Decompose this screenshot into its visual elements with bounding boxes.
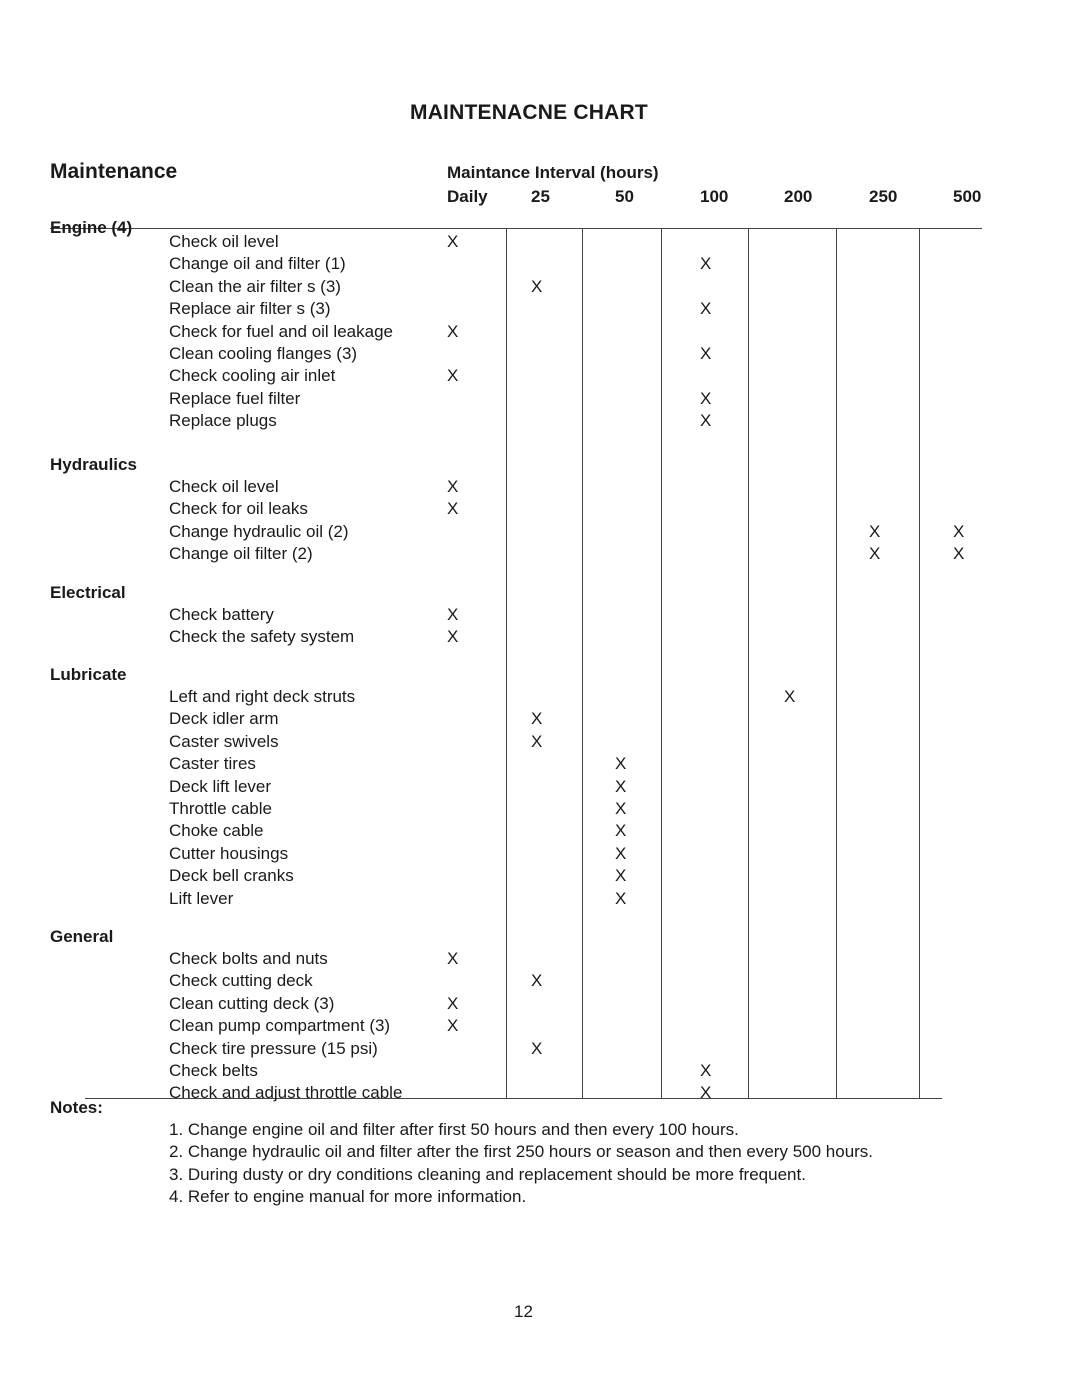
note-item: 2. Change hydraulic oil and filter after the first 250 hours or season and then every 500 hours. <box>169 1142 874 1162</box>
note-item: 1. Change engine oil and filter after first 50 hours and then every 100 hours. <box>169 1120 739 1139</box>
task-label: Change hydraulic oil (2) <box>169 521 349 541</box>
task-label: Check oil level <box>169 477 279 496</box>
task-label: Replace air filter s (3) <box>169 299 331 319</box>
interval-mark: X <box>615 888 627 908</box>
page-title: MAINTENACNE CHART <box>410 101 648 124</box>
column-divider <box>919 228 920 1098</box>
task-label: Left and right deck struts <box>169 687 356 706</box>
task-label: Caster tires <box>169 754 256 774</box>
interval-mark: X <box>615 754 627 774</box>
task-label: Check for fuel and oil leakage <box>169 321 393 341</box>
column-divider <box>506 228 507 1098</box>
task-label: Change oil filter (2) <box>169 544 313 564</box>
note-item: 3. During dusty or dry conditions cleaning and replacement should be more frequent. <box>169 1164 806 1184</box>
interval-mark: X <box>953 544 965 564</box>
interval-mark: X <box>615 866 627 886</box>
interval-mark: X <box>953 521 965 541</box>
task-label: Clean the air filter s (3) <box>169 276 341 296</box>
column-header-500: 500 <box>953 187 982 206</box>
interval-mark: X <box>447 321 459 341</box>
interval-mark: X <box>869 544 881 564</box>
task-label: Check for oil leaks <box>169 499 308 519</box>
task-label: Check the safety system <box>169 627 355 647</box>
task-label: Check cutting deck <box>169 971 313 991</box>
section-heading: Electrical <box>50 583 126 602</box>
interval-mark: X <box>447 627 459 647</box>
column-header-25: 25 <box>531 187 550 206</box>
interval-mark: X <box>784 687 796 706</box>
column-header-250: 250 <box>869 187 898 206</box>
column-divider <box>836 228 837 1098</box>
interval-mark: X <box>531 1038 543 1058</box>
interval-mark: X <box>615 821 627 841</box>
task-label: Lift lever <box>169 888 234 908</box>
interval-mark: X <box>700 344 712 363</box>
task-label: Replace plugs <box>169 411 277 431</box>
interval-mark: X <box>700 254 712 274</box>
task-label: Clean cutting deck (3) <box>169 993 335 1013</box>
interval-mark: X <box>447 366 459 386</box>
interval-mark: X <box>615 799 627 818</box>
interval-mark: X <box>531 709 543 729</box>
task-label: Clean pump compartment (3) <box>169 1016 391 1036</box>
page-number: 12 <box>514 1302 533 1321</box>
task-label: Check tire pressure (15 psi) <box>169 1038 378 1058</box>
interval-mark: X <box>447 477 459 496</box>
interval-mark: X <box>869 521 881 541</box>
column-divider <box>748 228 749 1098</box>
interval-mark: X <box>615 843 627 863</box>
task-label: Check battery <box>169 605 274 624</box>
task-label: Choke cable <box>169 821 264 841</box>
task-label: Check oil level <box>169 232 279 251</box>
column-header-50: 50 <box>615 187 634 206</box>
task-label: Deck lift lever <box>169 776 272 796</box>
column-header-daily: Daily <box>447 187 488 206</box>
interval-mark: X <box>531 276 543 296</box>
notes-label: Notes: <box>50 1098 103 1117</box>
task-label: Throttle cable <box>169 799 272 818</box>
column-header-200: 200 <box>784 187 813 206</box>
section-heading: Lubricate <box>50 665 127 684</box>
interval-mark: X <box>447 232 459 251</box>
maintenance-heading: Maintenance <box>50 160 178 183</box>
task-label: Replace fuel filter <box>169 388 301 408</box>
task-label: Check belts <box>169 1061 258 1080</box>
task-label: Check cooling air inlet <box>169 366 336 386</box>
interval-mark: X <box>447 499 459 519</box>
interval-mark: X <box>447 993 459 1013</box>
interval-mark: X <box>531 971 543 991</box>
interval-mark: X <box>447 949 459 968</box>
task-label: Caster swivels <box>169 731 279 751</box>
header-rule <box>50 228 982 229</box>
section-heading: Hydraulics <box>50 455 137 474</box>
interval-mark: X <box>700 388 712 408</box>
interval-mark: X <box>531 731 543 751</box>
task-label: Cutter housings <box>169 843 289 863</box>
note-item: 4. Refer to engine manual for more information. <box>169 1187 527 1207</box>
column-header-100: 100 <box>700 187 729 206</box>
task-label: Deck idler arm <box>169 709 279 729</box>
interval-mark: X <box>447 1016 459 1036</box>
interval-heading: Maintance Interval (hours) <box>447 163 659 182</box>
task-label: Check and adjust throttle cable <box>169 1083 403 1103</box>
interval-mark: X <box>447 605 459 624</box>
interval-mark: X <box>700 1061 712 1080</box>
task-label: Clean cooling flanges (3) <box>169 344 358 363</box>
task-label: Check bolts and nuts <box>169 949 328 968</box>
task-label: Change oil and filter (1) <box>169 254 346 274</box>
section-heading: General <box>50 927 114 946</box>
interval-mark: X <box>700 1083 712 1103</box>
interval-mark: X <box>700 411 712 431</box>
interval-mark: X <box>615 776 627 796</box>
task-label: Deck bell cranks <box>169 866 294 886</box>
section-heading: Engine (4) <box>50 218 133 237</box>
column-divider <box>661 228 662 1098</box>
interval-mark: X <box>700 299 712 319</box>
column-divider <box>582 228 583 1098</box>
